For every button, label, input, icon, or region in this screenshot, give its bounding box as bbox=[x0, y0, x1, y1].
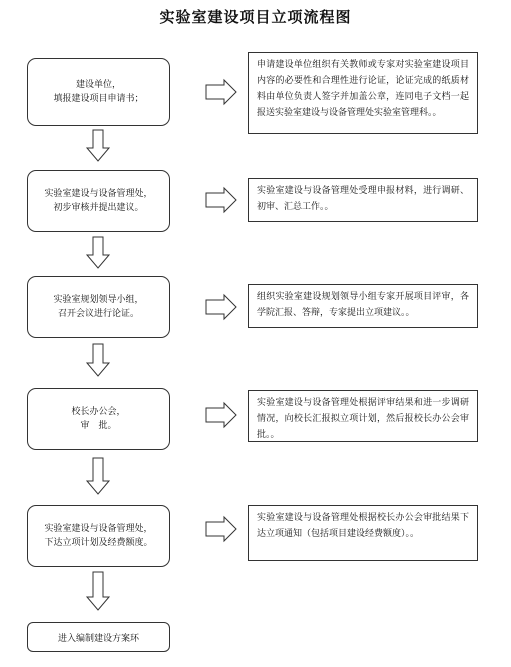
step-3-note: 组织实验室建设规划领导小组专家开展项目评审，各学院汇报、答辩，专家提出立项建议。。 bbox=[248, 284, 478, 328]
down-arrow-5 bbox=[87, 572, 109, 610]
right-arrow-4 bbox=[206, 403, 236, 427]
right-arrow-2 bbox=[206, 188, 236, 212]
step-1-box: 建设单位， 填报建设项目申请书； bbox=[27, 58, 170, 126]
right-arrow-1 bbox=[206, 80, 236, 104]
right-arrow-5 bbox=[206, 517, 236, 541]
down-arrow-3 bbox=[87, 344, 109, 376]
step-3-box: 实验室规划领导小组， 召开会议进行论证。 bbox=[27, 276, 170, 338]
final-step-box: 进入编制建设方案环 bbox=[27, 622, 170, 652]
step-2-box: 实验室建设与设备管理处， 初步审核并提出建议。 bbox=[27, 170, 170, 232]
right-arrow-3 bbox=[206, 295, 236, 319]
step-4-note: 实验室建设与设备管理处根据评审结果和进一步调研情况，向校长汇报拟立项计划，然后报校长办公会审批。。 bbox=[248, 390, 478, 442]
step-1-note: 申请建设单位组织有关教师或专家对实验室建设项目内容的必要性和合理性进行论证，论证完成的纸质材料由单位负责人签字并加盖公章，连同电子文档一起报送实验室建设与设备管理处实验室管理科。。 bbox=[248, 52, 478, 134]
page-title: 实验室建设项目立项流程图 bbox=[159, 8, 352, 26]
step-2-note: 实验室建设与设备管理处受理申报材料，进行调研、初审、汇总工作。。 bbox=[248, 178, 478, 222]
step-4-box: 校长办公会， 审 批。 bbox=[27, 388, 170, 450]
down-arrow-4 bbox=[87, 458, 109, 494]
down-arrow-2 bbox=[87, 237, 109, 268]
step-5-note: 实验室建设与设备管理处根据校长办公会审批结果下达立项通知（包括项目建设经费额度）。。 bbox=[248, 505, 478, 561]
down-arrow-1 bbox=[87, 130, 109, 161]
step-5-box: 实验室建设与设备管理处， 下达立项计划及经费额度。 bbox=[27, 505, 170, 567]
